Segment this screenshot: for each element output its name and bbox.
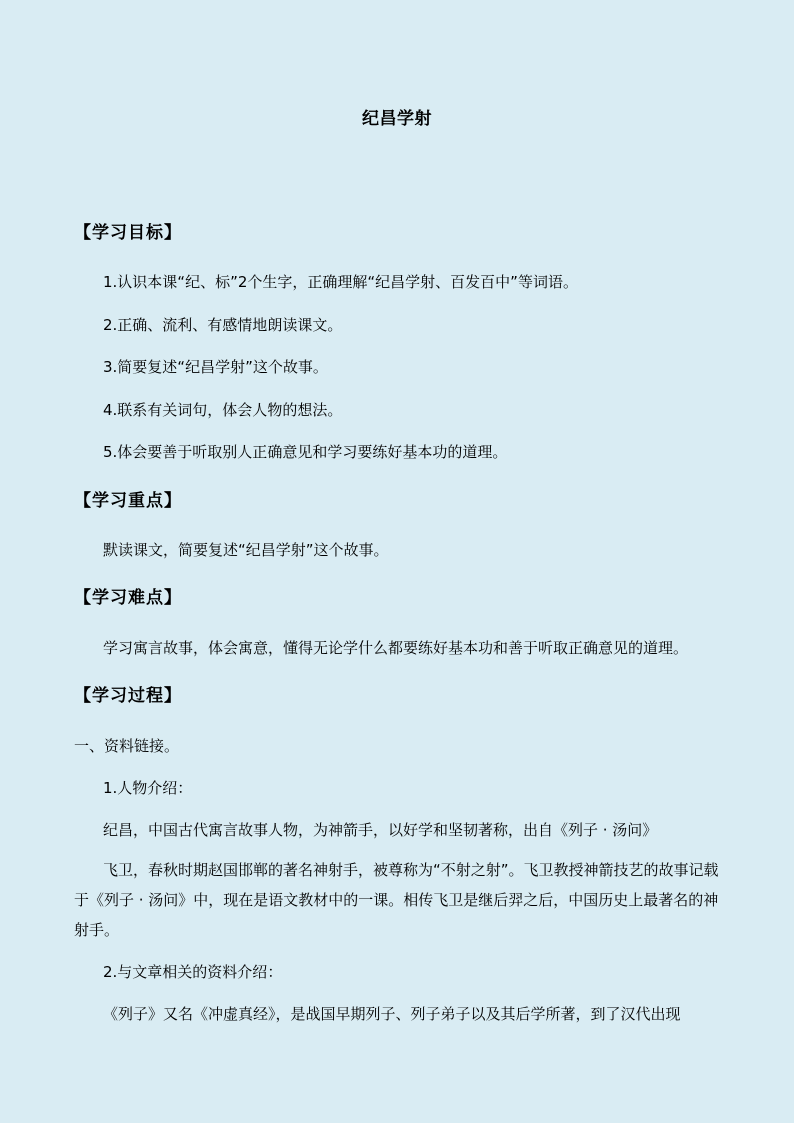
heading-key-points: 【学习重点】 xyxy=(74,491,182,511)
document-title: 纪昌学射 xyxy=(362,109,432,129)
objective-item-1: 1.认识本课“纪、标”2个生字，正确理解“纪昌学射、百发百中”等词语。 xyxy=(103,273,578,291)
difficulties-text: 学习寓言故事，体会寓意，懂得无论学什么都要练好基本功和善于听取正确意见的道理。 xyxy=(103,639,689,657)
key-points-text: 默读课文，简要复述“纪昌学射”这个故事。 xyxy=(103,541,389,559)
process-sub2-title: 2.与文章相关的资料介绍： xyxy=(103,963,283,981)
objective-item-2: 2.正确、流利、有感情地朗读课文。 xyxy=(103,316,343,334)
process-sub1-title: 1.人物介绍： xyxy=(103,779,193,797)
process-part1-title: 一、资料链接。 xyxy=(74,737,180,755)
paragraph-liezi: 《列子》又名《冲虚真经》，是战国早期列子、列子弟子以及其后学所著，到了汉代出现 xyxy=(103,1005,681,1023)
heading-objectives: 【学习目标】 xyxy=(74,223,182,243)
objective-item-4: 4.联系有关词句，体会人物的想法。 xyxy=(103,401,343,419)
objective-item-3: 3.简要复述“纪昌学射”这个故事。 xyxy=(103,358,328,376)
heading-difficulties: 【学习难点】 xyxy=(74,588,182,608)
paragraph-jichang: 纪昌，中国古代寓言故事人物，为神箭手，以好学和坚韧著称，出自《列子 · 汤问》 xyxy=(103,821,658,839)
heading-process: 【学习过程】 xyxy=(74,686,182,706)
objective-item-5: 5.体会要善于听取别人正确意见和学习要练好基本功的道理。 xyxy=(103,443,508,461)
paragraph-feiwei: 飞卫，春秋时期赵国邯郸的著名神射手，被尊称为“不射之射”。飞卫教授神箭技艺的故事记载于《列子 · 汤问》中，现在是语文教材中的一课。相传飞卫是继后羿之后，中国历史上最著名的神射手。 xyxy=(74,861,719,939)
